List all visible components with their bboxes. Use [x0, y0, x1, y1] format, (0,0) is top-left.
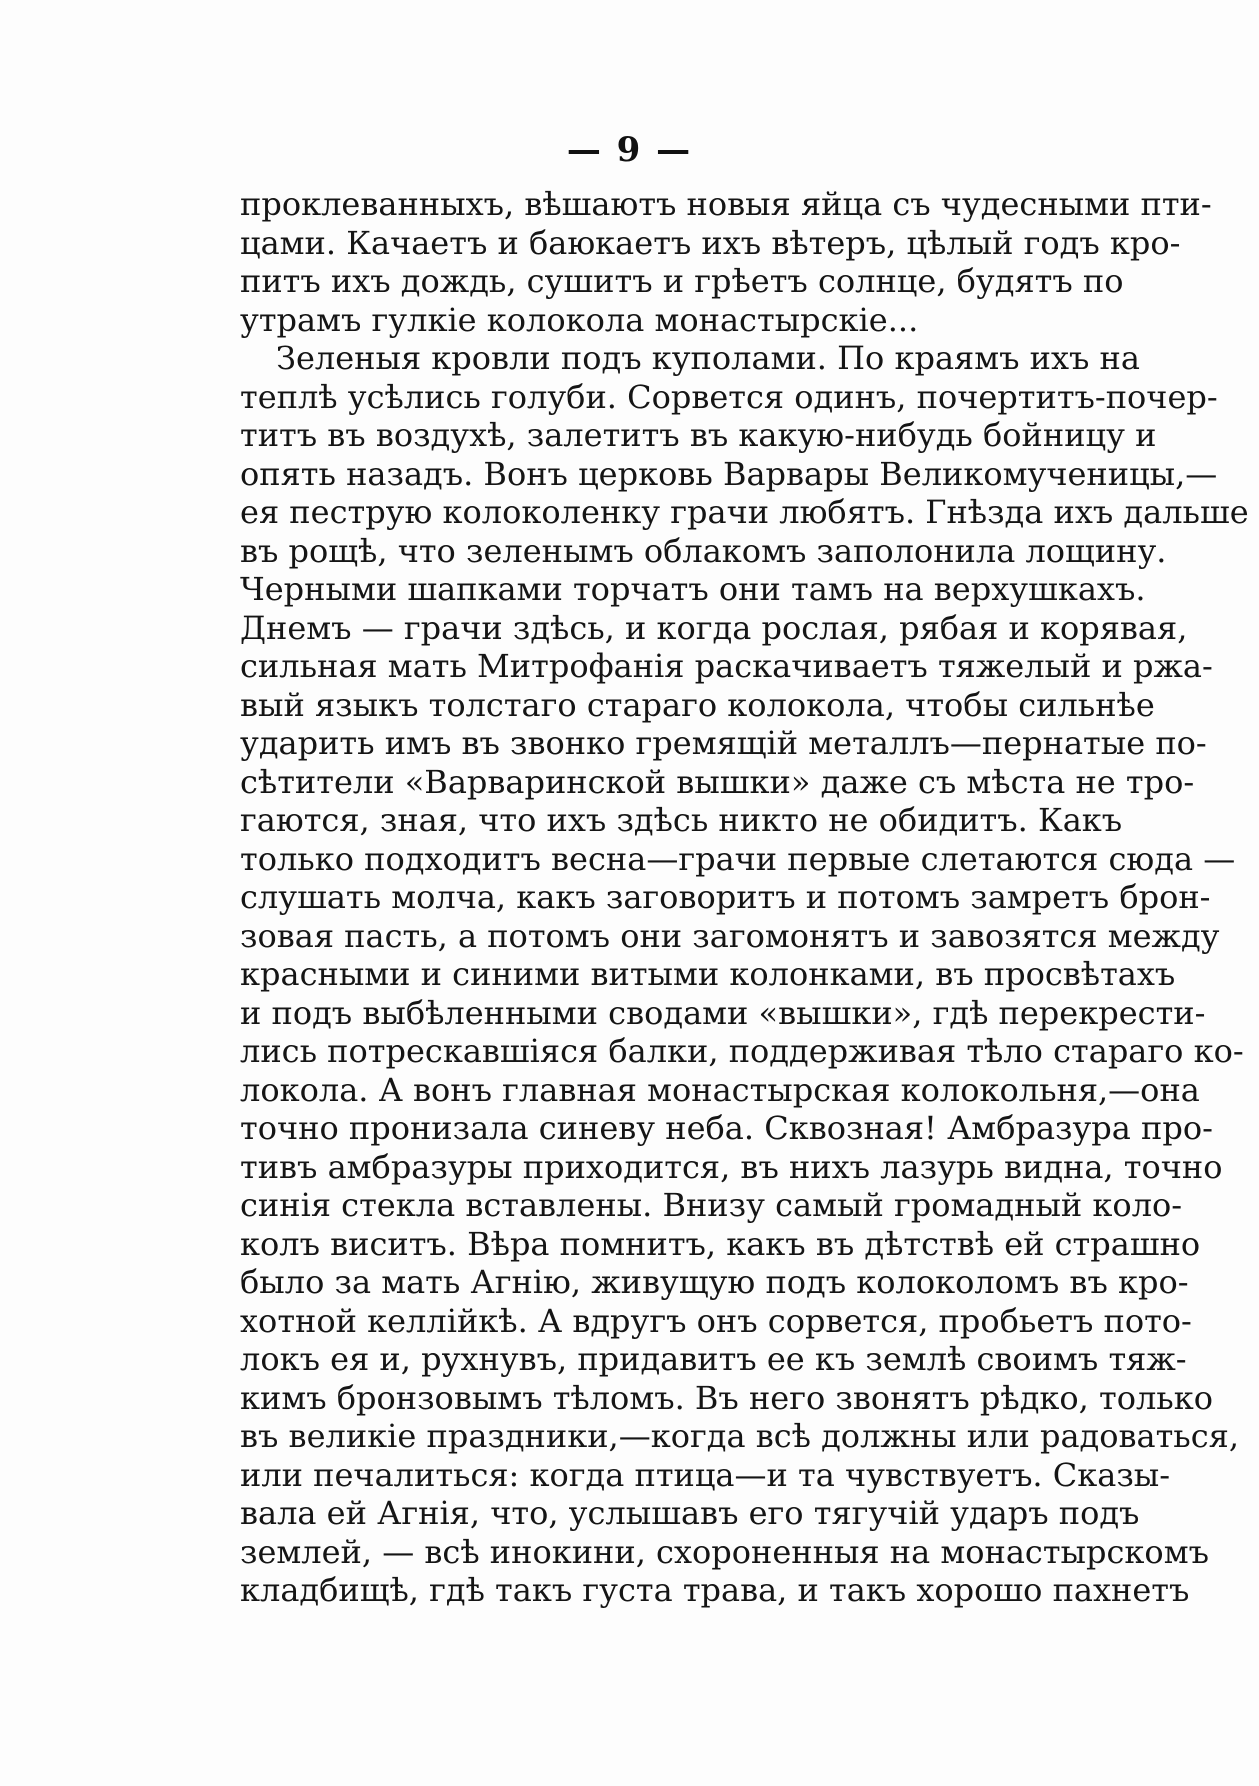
text-line: локола. А вонъ главная монастырская колокольня,—она	[240, 1070, 1200, 1109]
text-line: титъ въ воздухѣ, залетитъ въ какую-нибудь бойницу и	[240, 416, 1157, 454]
text-line: въ рощѣ, что зеленымъ облакомъ заполонила лощину.	[240, 531, 1167, 570]
text-line: сѣтители «Варваринской вышки» даже съ мѣста не тро-	[240, 762, 1195, 801]
text-line: въ великіе праздники,—когда всѣ должны или радоваться,	[240, 1417, 1239, 1455]
text-line: ея пеструю колоколенку грачи любятъ. Гнѣзда ихъ дальше	[240, 493, 1249, 531]
text-line: гаются, зная, что ихъ здѣсь никто не обидитъ. Какъ	[240, 801, 1123, 839]
text-line: теплѣ усѣлись голуби. Сорвется одинъ, почертитъ-почер-	[240, 377, 1218, 416]
text-line: колъ виситъ. Вѣра помнитъ, какъ въ дѣтствѣ ей страшно	[240, 1224, 1201, 1263]
text-line: было за мать Агнію, живущую подъ колоколомъ въ кро-	[240, 1263, 1189, 1301]
text-line: вала ей Агнія, что, услышавъ его тягучій ударъ подъ	[240, 1494, 1140, 1532]
text-line: слушать молча, какъ заговоритъ и потомъ замретъ брон-	[240, 878, 1211, 916]
text-line: опять назадъ. Вонъ церковь Варвары Великомученицы,—	[240, 454, 1218, 493]
text-line: проклеванныхъ, вѣшаютъ новыя яйца съ чудесными пти-	[240, 185, 1212, 223]
text-line: тивъ амбразуры приходится, въ нихъ лазурь видна, точно	[240, 1147, 1223, 1186]
text-line: локъ ея и, рухнувъ, придавитъ ее къ землѣ своимъ тяж-	[240, 1340, 1187, 1378]
text-line: цами. Качаетъ и баюкаетъ ихъ вѣтеръ, цѣлый годъ кро-	[240, 223, 1181, 262]
paragraph-start-line: Зеленыя кровли подъ куполами. По краямъ ихъ на	[276, 339, 1140, 377]
text-line: только подходитъ весна—грачи первые слетаются сюда —	[240, 839, 1236, 878]
body-text	[240, 185, 1249, 1610]
text-line: или печалиться: когда птица—и та чувствуетъ. Сказы-	[240, 1455, 1171, 1494]
text-line: утрамъ гулкіе колокола монастырскіе...	[240, 300, 919, 339]
text-line: лись потрескавшіяся балки, поддерживая тѣло стараго ко-	[240, 1032, 1244, 1070]
text-line: кладбищѣ, гдѣ такъ густа трава, и такъ хорошо пахнетъ	[240, 1571, 1190, 1609]
text-line: землей, — всѣ инокини, схороненныя на монастырскомъ	[240, 1532, 1209, 1571]
text-line: питъ ихъ дождь, сушитъ и грѣетъ солнце, будятъ по	[240, 262, 1124, 300]
text-line: кимъ бронзовымъ тѣломъ. Въ него звонятъ рѣдко, только	[240, 1378, 1213, 1417]
text-line: точно пронизала синеву неба. Сквозная! Амбразура про-	[240, 1109, 1213, 1147]
text-line: ударить имъ въ звонко гремящій металлъ—пернатые по-	[240, 724, 1207, 762]
text-line: красными и синими витыми колонками, въ просвѣтахъ	[240, 955, 1176, 993]
text-line: сильная мать Митрофанія раскачиваетъ тяжелый и ржа-	[240, 647, 1213, 685]
text-line: и подъ выбѣленными сводами «вышки», гдѣ перекрести-	[240, 993, 1206, 1032]
text-line: хотной келлійкѣ. А вдругъ онъ сорвется, пробьетъ пото-	[240, 1301, 1192, 1340]
text-line: Черными шапками торчатъ они тамъ на верхушкахъ.	[240, 570, 1146, 608]
page-number: — 9 —	[566, 130, 693, 170]
text-line: синія стекла вставлены. Внизу самый громадный коло-	[240, 1186, 1183, 1224]
text-line: зовая пасть, а потомъ они загомонятъ и завозятся между	[240, 916, 1220, 955]
text-line: Днемъ — грачи здѣсь, и когда рослая, рябая и корявая,	[240, 608, 1188, 647]
text-line: вый языкъ толстаго стараго колокола, чтобы сильнѣе	[240, 685, 1155, 724]
